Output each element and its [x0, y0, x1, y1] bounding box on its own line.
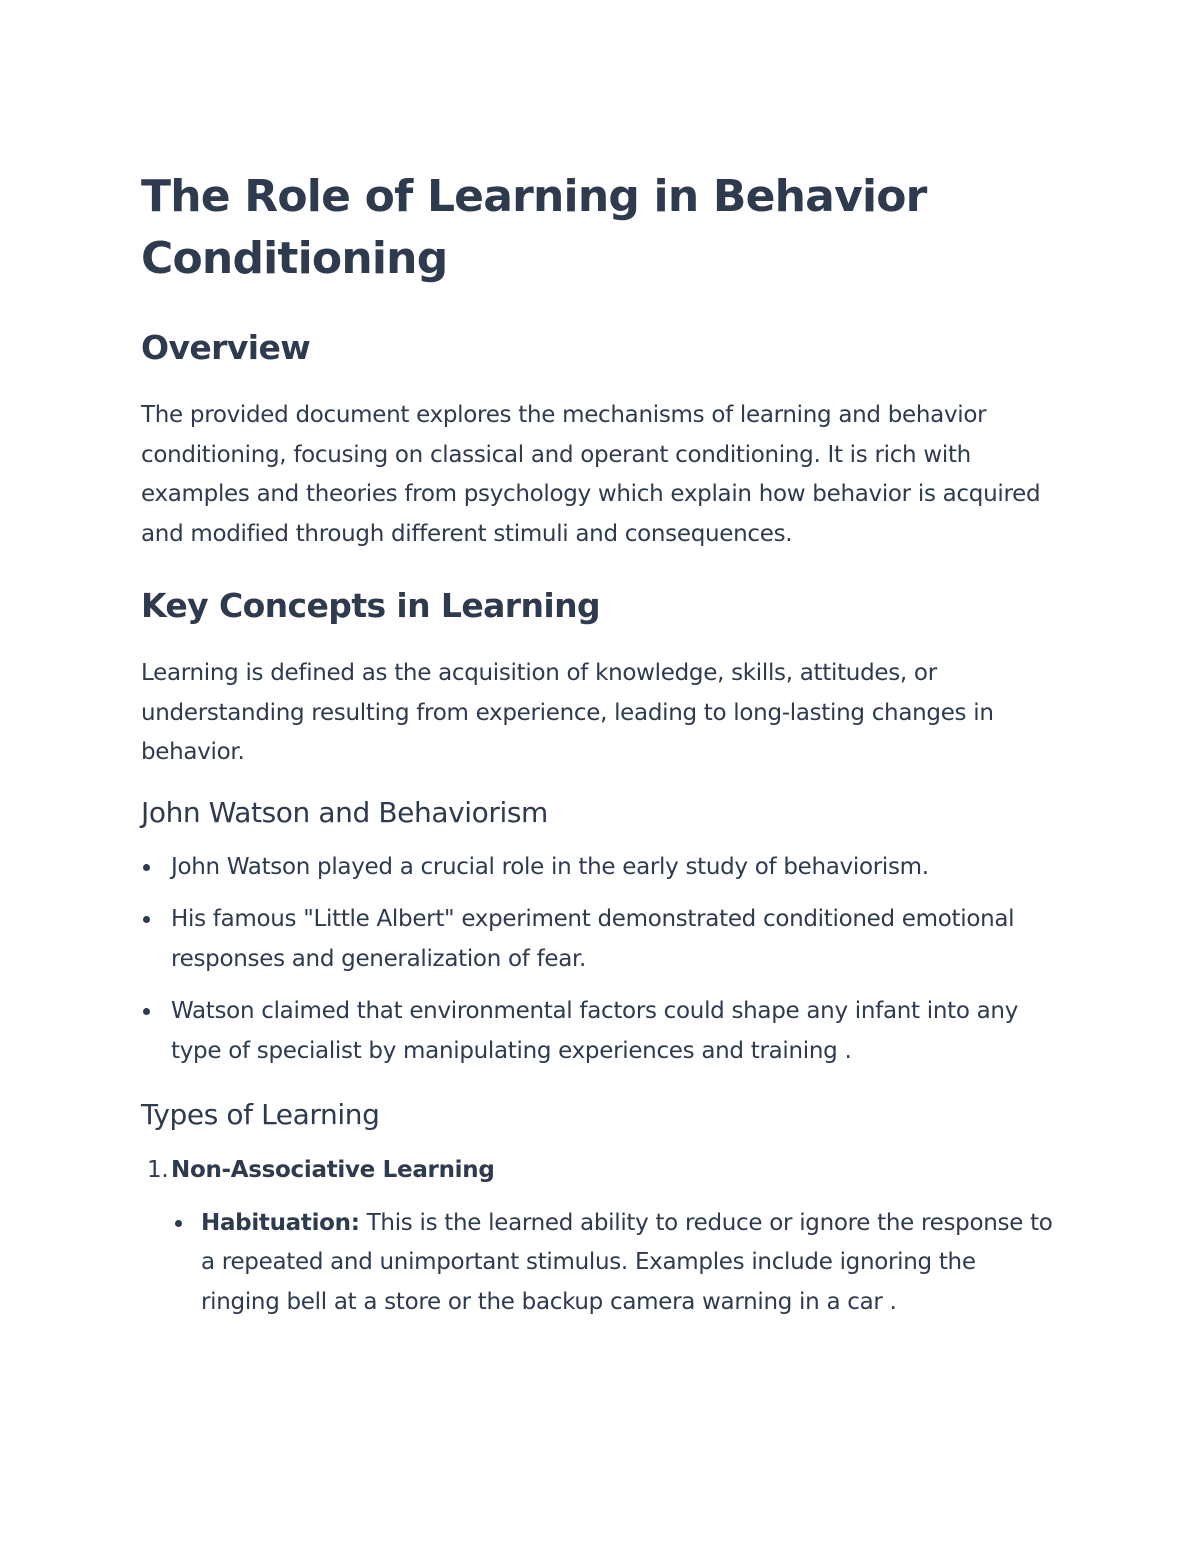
bullet-icon	[175, 1220, 182, 1227]
list-item	[141, 848, 1060, 888]
list-item	[141, 992, 1060, 1071]
list-item-text: John Watson played a crucial role in the early study of behaviorism.	[171, 853, 929, 880]
bullet-icon	[143, 1008, 150, 1015]
list-item-text: His famous "Little Albert" experiment demonstrated conditioned emotional responses and generalization of fear.	[171, 906, 1015, 972]
key-concepts-heading: Key Concepts in Learning	[141, 586, 600, 625]
sub-bullet-list	[171, 1204, 1060, 1323]
numbered-item	[141, 1151, 1060, 1322]
watson-heading: John Watson and Behaviorism	[141, 795, 548, 829]
item-title: Non-Associative Learning	[171, 1157, 495, 1183]
list-item	[171, 1204, 1060, 1323]
bullet-icon	[143, 864, 150, 871]
list-item	[141, 900, 1060, 979]
overview-heading: Overview	[141, 328, 311, 367]
document-title: The Role of Learning in Behavior Conditioning	[141, 171, 927, 284]
list-item-text: Watson claimed that environmental factors could shape any infant into any type of specialist by manipulating experiences and training .	[171, 998, 1019, 1064]
bullet-icon	[143, 916, 150, 923]
types-heading: Types of Learning	[141, 1098, 380, 1131]
types-numbered-list	[141, 1151, 1060, 1322]
watson-bullet-list	[141, 848, 1060, 1072]
key-concepts-paragraph: Learning is defined as the acquisition of knowledge, skills, attitudes, or understanding resulting from experience, leading to long-lasting changes in behavior.	[141, 660, 994, 765]
term-description: This is the learned ability to reduce or ignore the response to a repeated and unimportant stimulus. Examples include ignoring the ringing bell at a store or the backup camera warning in a car .	[201, 1209, 1053, 1315]
term-label: Habituation:	[201, 1209, 360, 1236]
item-number: 1.	[147, 1157, 169, 1183]
overview-paragraph: The provided document explores the mechanisms of learning and behavior conditioning, focusing on classical and operant conditioning. It is rich with examples and theories from psychology which explain how behavior is acquired and modified through different stimuli and consequences.	[141, 402, 1041, 547]
